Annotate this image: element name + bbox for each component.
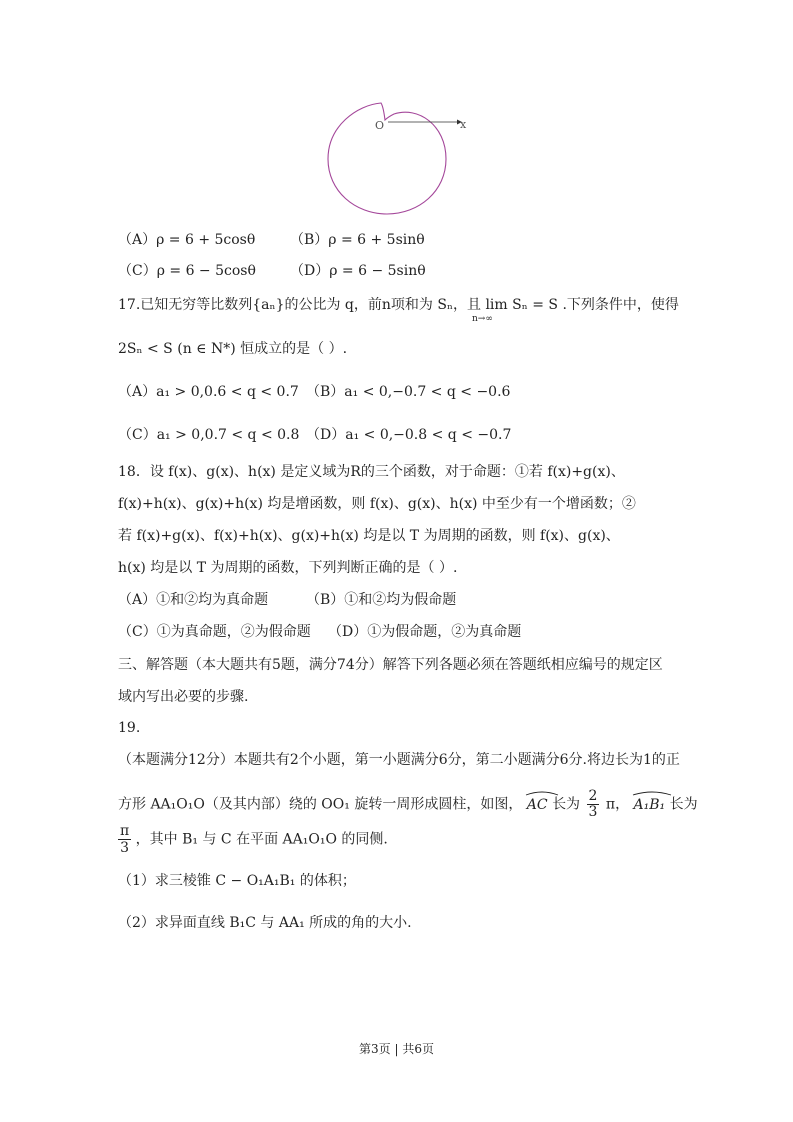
q17-option-c: （C）a₁ > 0,0.7 < q < 0.8: [118, 427, 300, 443]
fraction-two-thirds: [587, 789, 600, 820]
q18-line2: f(x)+h(x)、g(x)+h(x) 均是增函数，则 f(x)、g(x)、h(x) 中至少有一个增函数；②: [118, 496, 636, 512]
fraction-numerator: π: [120, 823, 130, 839]
page-footer: 第3页 | 共6页: [359, 1042, 434, 1056]
q19-line2-part-d: 长为: [669, 796, 698, 813]
q17-limit-subscript: n→∞: [472, 314, 493, 324]
q19-intro-line3: [118, 823, 388, 856]
arc-a1b1: A₁B₁: [634, 792, 666, 814]
q16-option-a: （A）ρ = 6 + 5cosθ: [118, 232, 256, 248]
q17-option-d: （D）a₁ < 0,−0.8 < q < −0.7: [306, 427, 512, 443]
arc-ac: AC: [527, 792, 548, 814]
q19-part2: （2）求异面直线 B₁C 与 AA₁ 所成的角的大小.: [118, 915, 412, 931]
q18-option-c: （C）①为真命题，②为假命题: [118, 624, 311, 640]
q16-option-b: （B）ρ = 6 + 5sinθ: [290, 232, 425, 248]
q18-line4: h(x) 均是以 T 为周期的函数，下列判断正确的是（ ）.: [118, 560, 458, 576]
q18-line1: 18．设 f(x)、g(x)、h(x) 是定义域为R的三个函数，对于命题：①若 f(x)+g(x)、: [118, 464, 625, 480]
section3-heading-line2: 域内写出必要的步骤.: [118, 689, 249, 705]
polar-curve: [328, 103, 446, 214]
q18-option-a: （A）①和②均为真命题: [118, 592, 269, 608]
q19-intro-line1: （本题满分12分）本题共有2个小题，第一小题满分6分，第二小题满分6分.将边长为1的正: [118, 752, 680, 768]
q19-line2-part-a: 方形 AA₁O₁O（及其内部）绕的 OO₁ 旋转一周形成圆柱，如图，: [118, 796, 523, 813]
q16-option-c: （C）ρ = 6 − 5cosθ: [118, 263, 256, 279]
fraction-pi-thirds: [118, 823, 131, 856]
arc-symbol-icon: [525, 790, 559, 796]
q19-line3-text: ，其中 B₁ 与 C 在平面 AA₁O₁O 的同侧.: [135, 831, 388, 848]
q18-option-b: （B）①和②均为假命题: [306, 592, 457, 608]
q18-option-d: （D）①为假命题，②为真命题: [328, 624, 522, 640]
q16-option-d: （D）ρ = 6 − 5sinθ: [290, 263, 426, 279]
section3-heading-line1: 三、解答题（本大题共有5题，满分74分）解答下列各题必须在答题纸相应编号的规定区: [118, 657, 663, 673]
q17-option-b: （B）a₁ < 0,−0.7 < q < −0.6: [306, 384, 511, 400]
q19-intro-line2: [118, 789, 698, 820]
fraction-denominator: 3: [588, 804, 598, 820]
origin-label: O: [375, 119, 385, 132]
q19-part1: （1）求三棱锥 C − O₁A₁B₁ 的体积；: [118, 873, 356, 889]
q17-stem-line1: 17.已知无穷等比数列{aₙ}的公比为 q，前n项和为 Sₙ，且 lim Sₙ = S .下列条件中，使得: [118, 297, 679, 313]
polar-curve-svg: [322, 101, 472, 216]
arc-symbol-icon: [632, 790, 672, 796]
q19-line2-part-b: 长为: [552, 796, 581, 813]
q19-line2-part-c: π，: [605, 796, 630, 813]
q17-stem-line2: 2Sₙ < S (n ∈ N*) 恒成立的是（ ）.: [118, 341, 348, 357]
fraction-denominator: 3: [120, 840, 130, 856]
q17-option-a: （A）a₁ > 0,0.6 < q < 0.7: [118, 384, 299, 400]
polar-curve-figure: [322, 101, 472, 216]
fraction-numerator: 2: [588, 788, 598, 804]
axis-label: x: [460, 118, 467, 131]
q18-line3: 若 f(x)+g(x)、f(x)+h(x)、g(x)+h(x) 均是以 T 为周期的函数，则 f(x)、g(x)、: [118, 528, 620, 544]
q19-number: 19.: [118, 720, 141, 736]
